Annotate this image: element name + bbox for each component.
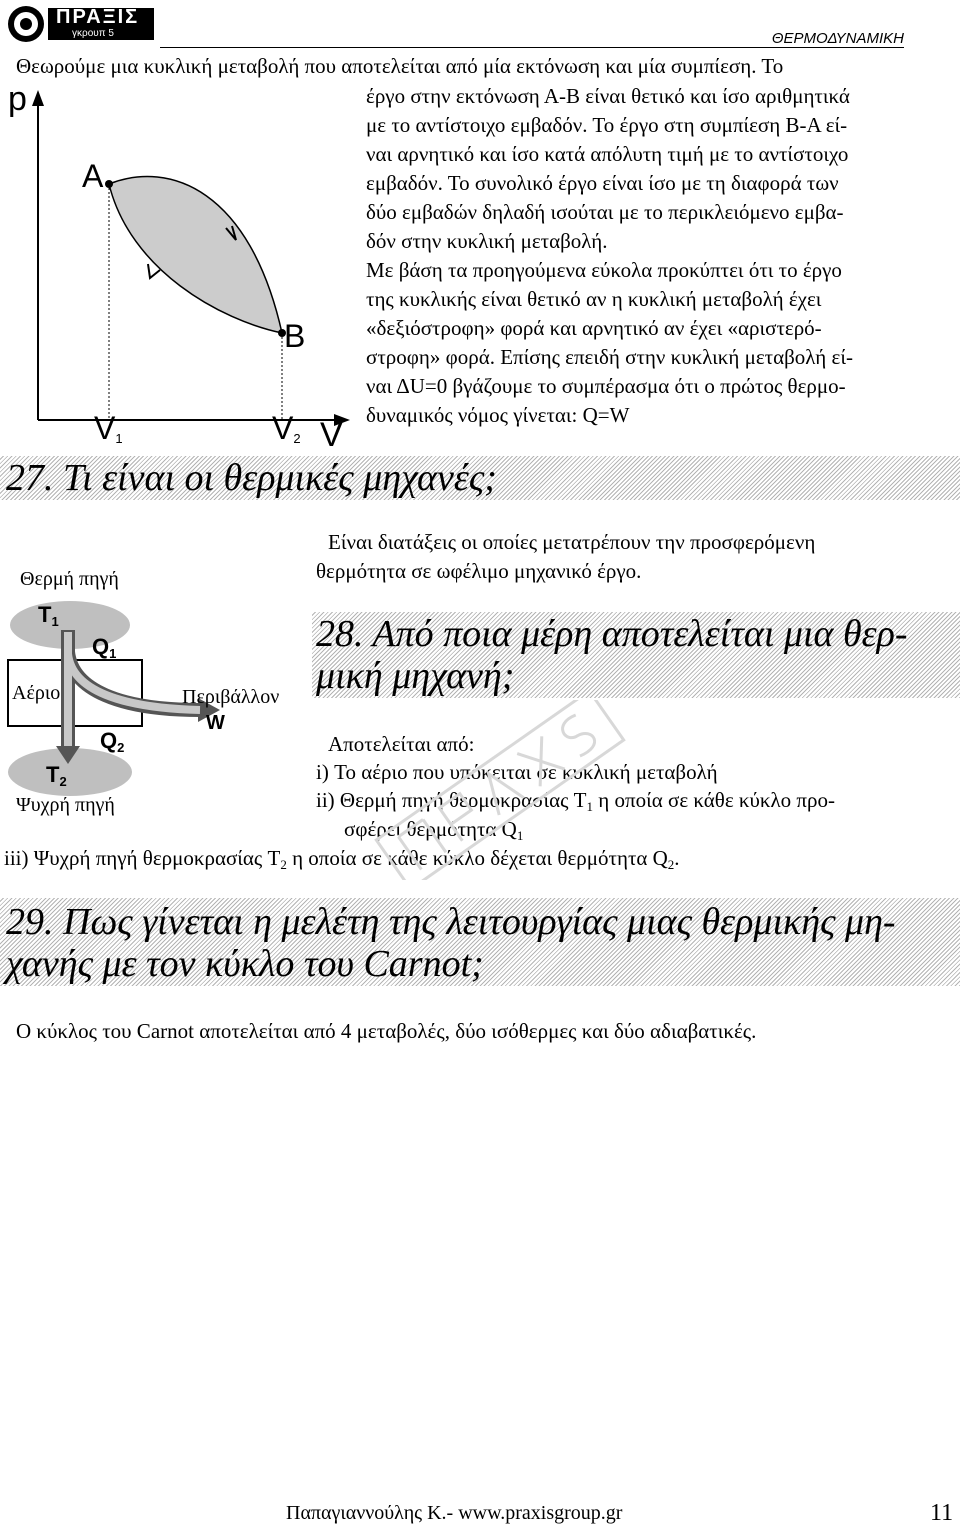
q28-heading-bar: [312, 612, 960, 698]
q1-label: $Q_1$: [92, 634, 117, 661]
intro-line: με το αντίστοιχο εμβαδόν. Το έργο στη συμπίεση Β-Α εί-: [366, 113, 848, 137]
header-rule: [160, 47, 904, 48]
intro-line: δόν στην κυκλική μεταβολή.: [366, 229, 608, 253]
intro-first-line: Θεωρούμε μια κυκλική μεταβολή που αποτελείται από μία εκτόνωση και μία συμπίεση. Το: [16, 54, 784, 78]
q29-answer: Ο κύκλος του Carnot αποτελείται από 4 μεταβολές, δύο ισόθερμες και δύο αδιαβατικές.: [16, 1019, 757, 1043]
q29-heading-bar: [0, 898, 960, 986]
watermark-logo: [350, 700, 650, 880]
intro-line: της κυκλικής είναι θετικό αν η κυκλική μεταβολή έχει: [366, 287, 822, 311]
page-number: 11: [930, 1500, 954, 1526]
v1-label: $V_1$: [94, 410, 123, 446]
intro-line: δύο εμβαδών δηλαδή ισούται με το περικλειόμενο εμβα-: [366, 200, 844, 224]
intro-line: δυναμικός νόμος γίνεται: Q=W: [366, 403, 630, 427]
intro-paragraph: [366, 82, 853, 430]
heat-engine-diagram: [0, 560, 320, 830]
intro-line: ναι ΔU=0 βγάζουμε το συμπέρασμα ότι ο πρώτος θερμο-: [366, 374, 846, 398]
logo-text: ΠΡΑΞΙΣ: [56, 6, 140, 28]
intro-line: εμβαδόν. Το συνολικό έργο είναι ίσο με τη διαφορά των: [366, 171, 839, 195]
q28-item-2: ii) Θερμή πηγή θερμοκρασίας $T_1$ η οποία σε κάθε κύκλο προ-: [316, 788, 835, 814]
cold-source-label: Ψυχρή πηγή: [16, 794, 115, 816]
v2-label: $V_2$: [272, 410, 301, 446]
q27-answer-line: Είναι διατάξεις οι οποίες μετατρέπουν την προσφερόμενη: [328, 530, 816, 554]
logo-subtext: γκρουπ 5: [72, 28, 114, 39]
hot-source-label: Θερμή πηγή: [20, 568, 119, 590]
q28-item-3: iii) Ψυχρή πηγή θερμοκρασίας $T_2$ η οποία σε κάθε κύκλο δέχεται θερμότητα $Q_2$.: [4, 846, 680, 872]
axis-v-label: V: [320, 416, 343, 454]
intro-line: ναι αρνητικό και ίσο κατά απόλυτη τιμή με το αντίστοιχο: [366, 142, 849, 166]
pv-diagram: [0, 80, 360, 460]
q27-heading-bar: [0, 456, 960, 500]
q27-answer-line: θερμότητα σε ωφέλιμο μηχανικό έργο.: [316, 559, 642, 583]
q28-item-1: i) Το αέριο που υπόκειται σε κυκλική μεταβολή: [316, 760, 718, 784]
work-label: W: [206, 712, 225, 734]
footer-author: Παπαγιαννούλης Κ.- www.praxisgroup.gr: [286, 1502, 623, 1524]
q28-lead: Αποτελείται από:: [328, 732, 475, 756]
point-b-label: B: [284, 318, 306, 354]
intro-line: Με βάση τα προηγούμενα εύκολα προκύπτει ότι το έργο: [366, 258, 842, 282]
logo: [6, 4, 156, 44]
t2-label: $T_2$: [46, 762, 67, 789]
q29-heading-line: 29. Πως γίνεται η μελέτη της λειτουργίας μιας θερμικής μη-: [6, 901, 896, 943]
intro-line: έργο στην εκτόνωση Α-Β είναι θετικό και ίσο αριθμητικά: [366, 84, 850, 108]
intro-line: στροφη» φορά. Επίσης επειδή στην κυκλική μεταβολή εί-: [366, 345, 853, 369]
section-title: ΘΕΡΜΟΔΥΝΑΜΙΚΗ: [771, 30, 904, 47]
intro-line: «δεξιόστροφη» φορά και αρνητικό αν έχει «αριστερό-: [366, 316, 822, 340]
q2-label: $Q_2$: [100, 728, 125, 755]
q28-heading-line: μική μηχανή;: [316, 655, 515, 697]
q27-answer: [316, 528, 816, 586]
point-a-label: A: [82, 158, 104, 194]
axis-p-label: p: [8, 80, 27, 118]
environment-label: Περιβάλλον: [182, 686, 280, 708]
q29-heading-line: χανής με τον κύκλο του Carnot;: [6, 943, 484, 985]
gas-label: Αέριο: [12, 682, 61, 704]
q27-heading: 27. Τι είναι οι θερμικές μηχανές;: [6, 457, 497, 499]
t1-label: $T_1$: [38, 602, 59, 629]
q28-item-2-cont: σφέρει θερμότητα $Q_1$: [344, 817, 524, 843]
q28-heading-line: 28. Από ποια μέρη αποτελείται μια θερ-: [316, 613, 908, 655]
